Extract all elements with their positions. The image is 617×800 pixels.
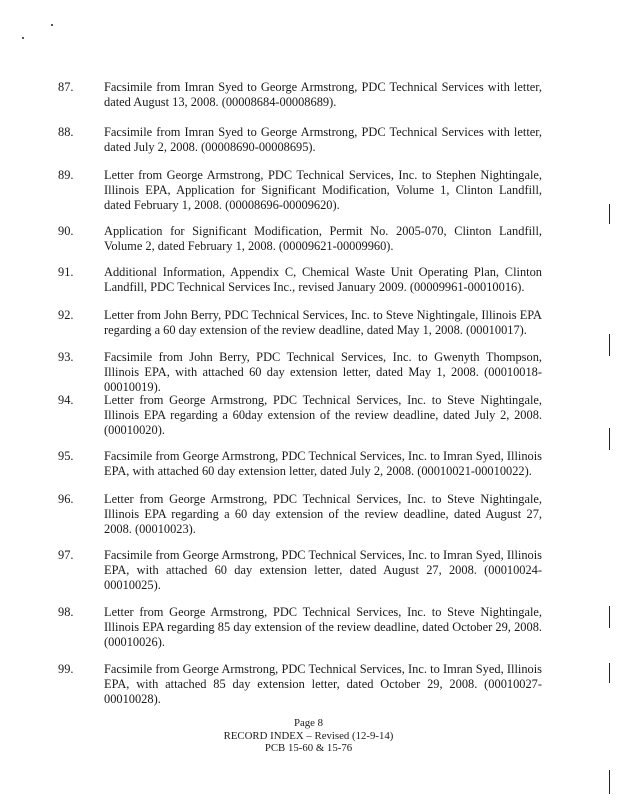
revision-bar [609,606,610,628]
entry-number: 96. [58,492,74,506]
list-item [58,393,558,438]
list-item [58,168,558,213]
entry-text: Facsimile from Imran Syed to George Armstrong, PDC Technical Services with letter, dated August 13, 2008. (00008684-00008689). [104,80,542,109]
revision-bar [609,428,610,450]
list-item [58,605,558,650]
entry-text: Facsimile from George Armstrong, PDC Technical Services, Inc. to Imran Syed, Illinois EPA, with attached 60 day extension letter, dated August 27, 2008. (00010024-00010025). [104,548,542,592]
entry-number: 98. [58,605,74,619]
entry-number: 92. [58,308,74,322]
list-item [58,125,558,155]
entry-text: Facsimile from Imran Syed to George Armstrong, PDC Technical Services with letter, dated July 2, 2008. (00008690-00008695). [104,125,542,154]
revision-bar [609,663,610,683]
entry-text: Facsimile from George Armstrong, PDC Technical Services, Inc. to Imran Syed, Illinois EPA, with attached 85 day extension letter, dated October 29, 2008. (00010027-00010028). [104,662,542,706]
list-item [58,492,558,537]
entry-number: 89. [58,168,74,182]
entry-number: 94. [58,393,74,407]
entry-text: Letter from George Armstrong, PDC Technical Services, Inc. to Steve Nightingale, Illinois EPA regarding a 60 day extension of the review deadline, dated August 27, 2008. (00010023). [104,492,542,536]
page-footer [0,717,617,755]
revision-bar [609,334,610,356]
entry-number: 90. [58,224,74,238]
entry-number: 91. [58,265,74,279]
entry-text: Application for Significant Modification, Permit No. 2005-070, Clinton Landfill, Volume 2, dated February 1, 2008. (00009621-00009960). [104,224,542,253]
scan-speck [51,24,53,26]
list-item [58,350,558,395]
case-number: PCB 15-60 & 15-76 [264,742,353,754]
entry-number: 99. [58,662,74,676]
entry-number: 97. [58,548,74,562]
entry-text: Facsimile from George Armstrong, PDC Technical Services, Inc. to Imran Syed, Illinois EPA, with attached 60 day extension letter, dated July 2, 2008. (00010021-00010022). [104,449,542,478]
entry-text: Letter from John Berry, PDC Technical Services, Inc. to Steve Nightingale, Illinois EPA regarding a 60 day extension of the review deadline, dated May 1, 2008. (00010017). [104,308,542,337]
entry-number: 87. [58,80,74,94]
list-item [58,449,558,479]
list-item [58,80,558,110]
revision-bar [609,204,610,224]
entry-text: Letter from George Armstrong, PDC Technical Services, Inc. to Stephen Nightingale, Illinois EPA, Application for Significant Modification, Volume 1, Clinton Landfill, dated February 1, 2008. (00008696-00009620). [104,168,542,212]
list-item [58,265,558,295]
entry-number: 88. [58,125,74,139]
list-item [58,662,558,707]
scan-speck [22,37,24,39]
record-index-title: RECORD INDEX – Revised (12-9-14) [223,729,394,742]
list-item [58,308,558,338]
page-number: Page 8 [293,717,324,729]
entry-text: Facsimile from John Berry, PDC Technical Services, Inc. to Gwenyth Thompson, Illinois EPA, with attached 60 day extension letter, dated May 1, 2008. (00010018-00010019). [104,350,542,394]
entry-text: Letter from George Armstrong, PDC Technical Services, Inc. to Steve Nightingale, Illinois EPA regarding a 60day extension of the review deadline, dated July 2, 2008. (00010020). [104,393,542,437]
revision-bar [609,770,610,794]
entry-text: Letter from George Armstrong, PDC Technical Services, Inc. to Steve Nightingale, Illinois EPA regarding 85 day extension of the review deadline, dated October 29, 2008. (00010026). [104,605,542,649]
entry-number: 93. [58,350,74,364]
entry-text: Additional Information, Appendix C, Chemical Waste Unit Operating Plan, Clinton Landfill, PDC Technical Services Inc., revised January 2009. (00009961-00010016). [104,265,542,294]
list-item [58,224,558,254]
entry-number: 95. [58,449,74,463]
list-item [58,548,558,593]
